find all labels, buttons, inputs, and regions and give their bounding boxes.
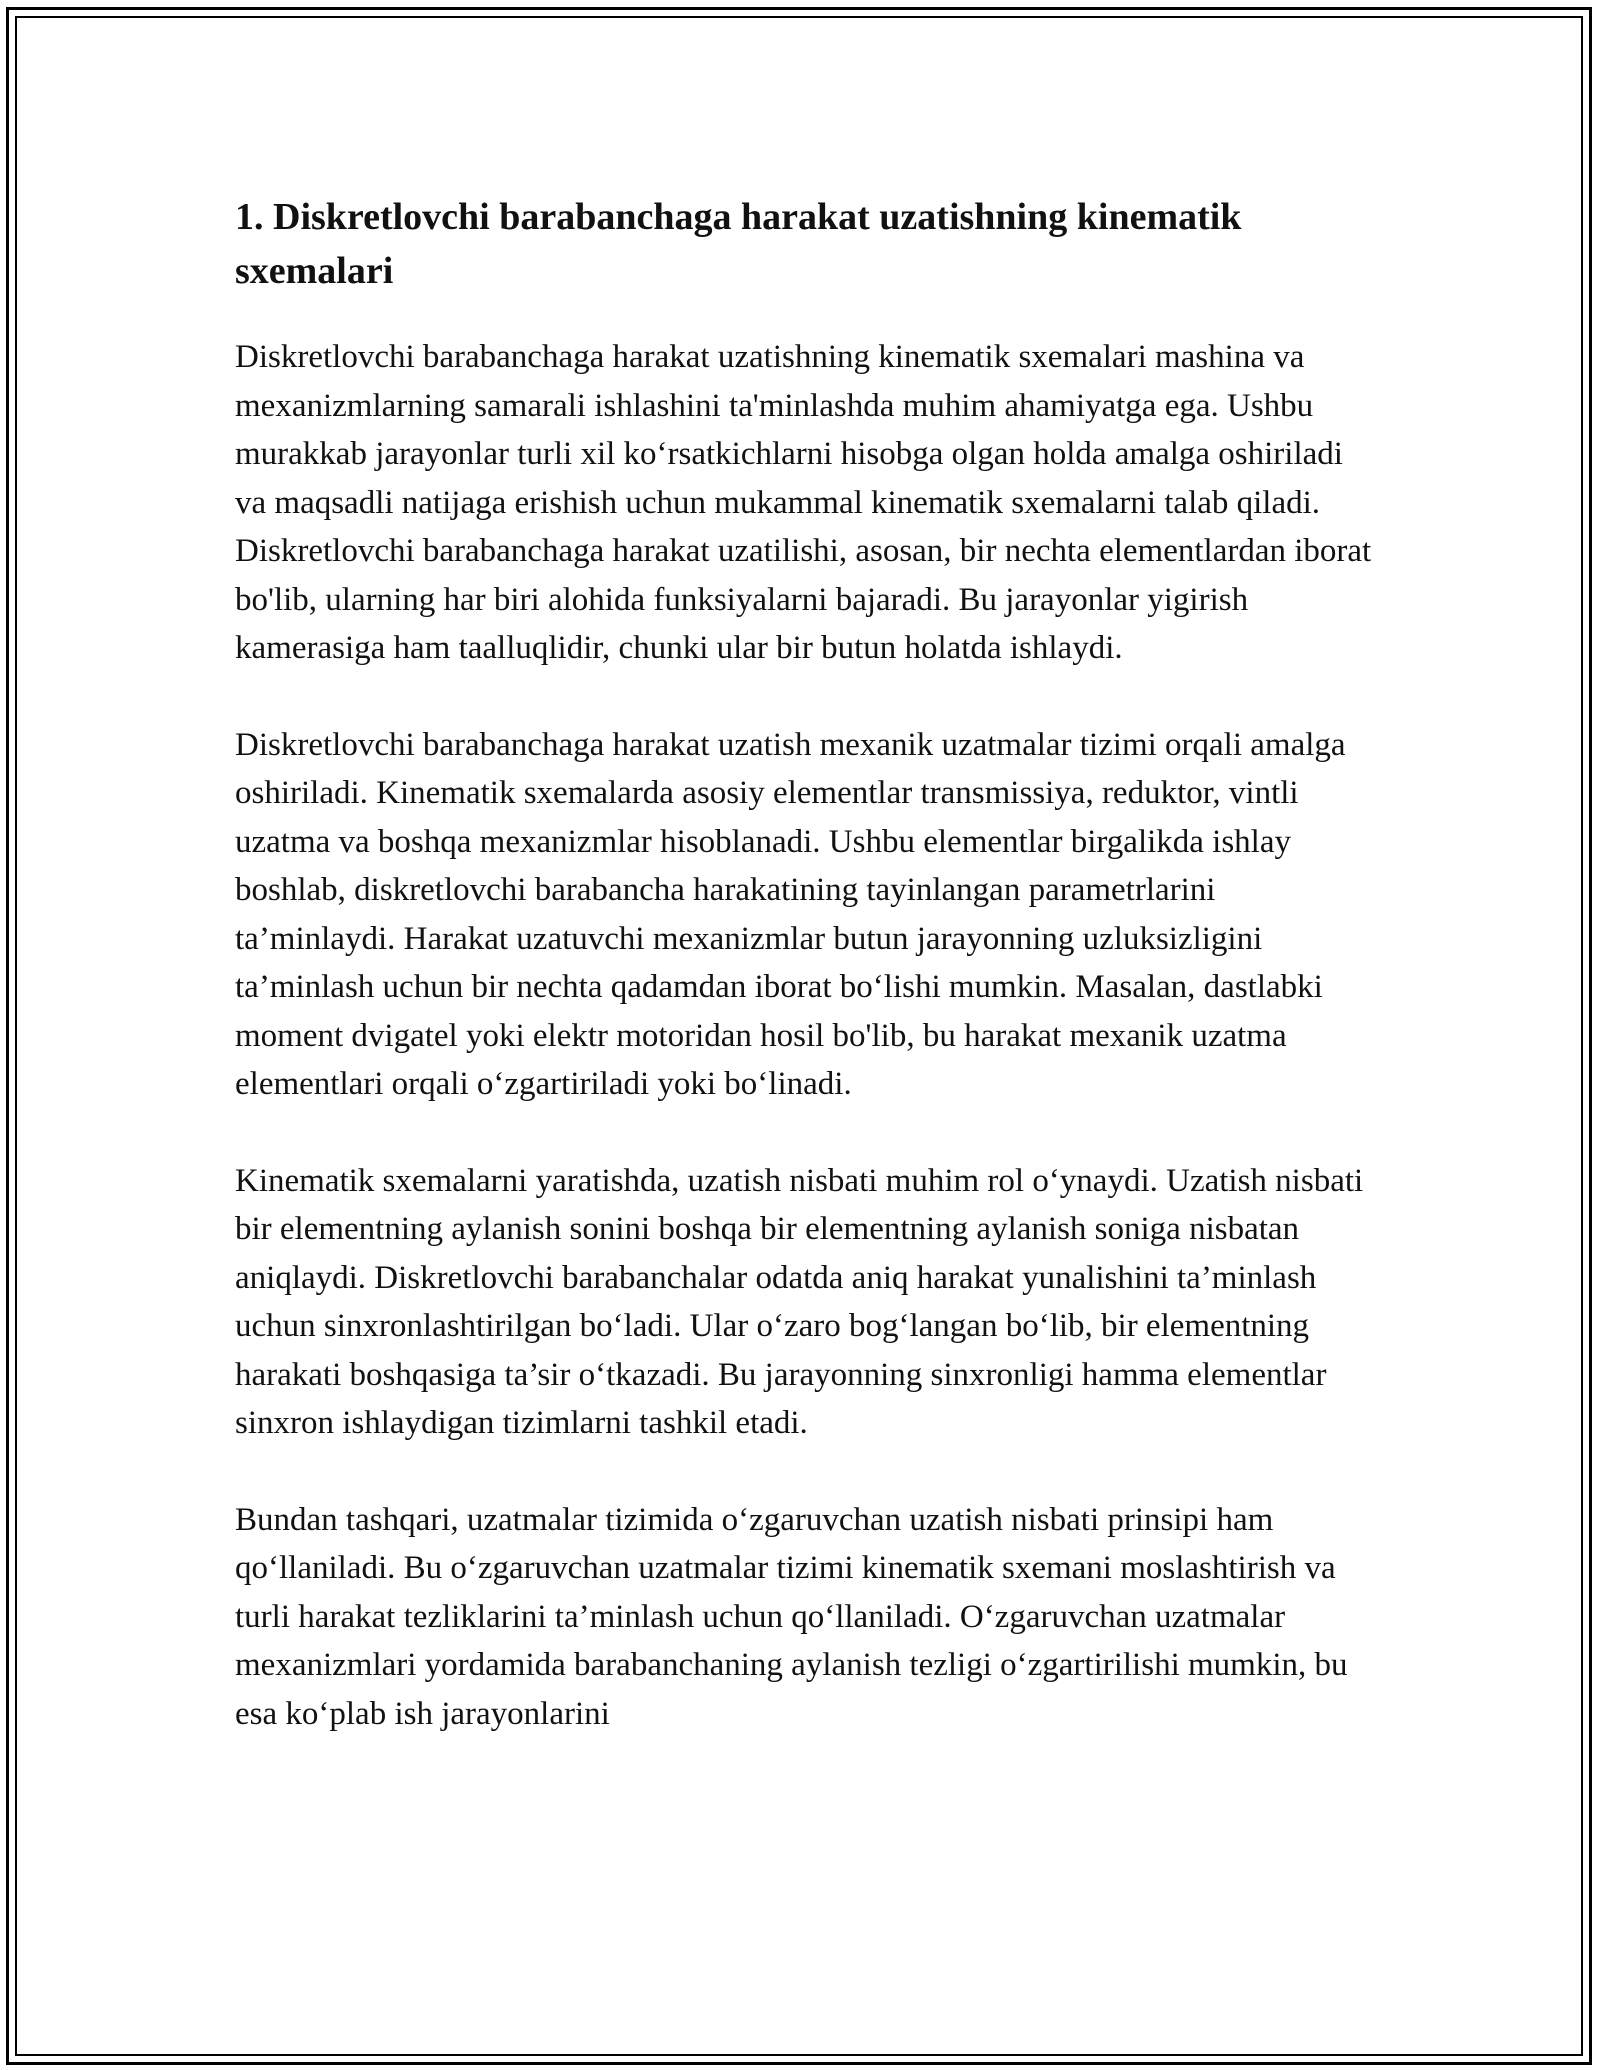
document-body xyxy=(235,190,1375,1738)
paragraph-2: Diskretlovchi barabanchaga harakat uzatish mexanik uzatmalar tizimi orqali amalga oshiriladi. Kinematik sxemalarda asosiy elementlar transmissiya, reduktor, vintli uzatma va boshqa mexanizmlar hisoblanadi. Ushbu elementlar birgalikda ishlay boshlab, diskretlovchi barabancha harakatining tayinlangan parametrlarini ta’minlaydi. Harakat uzatuvchi mexanizmlar butun jarayonning uzluksizligini ta’minlash uchun bir nechta qadamdan iborat bo‘lishi mumkin. Masalan, dastlabki moment dvigatel yoki elektr motoridan hosil bo'lib, bu harakat mexanik uzatma elementlari orqali o‘zgartiriladi yoki bo‘linadi. xyxy=(235,726,1346,1102)
paragraph-3: Kinematik sxemalarni yaratishda, uzatish nisbati muhim rol o‘ynaydi. Uzatish nisbati bir elementning aylanish sonini boshqa bir elementning aylanish soniga nisbatan aniqlaydi. Diskretlovchi barabanchalar odatda aniq harakat yunalishini ta’minlash uchun sinxronlashtirilgan bo‘ladi. Ular o‘zaro bog‘langan bo‘lib, bir elementning harakati boshqasiga ta’sir o‘tkazadi. Bu jarayonning sinxronligi hamma elementlar sinxron ishlaydigan tizimlarni tashkil etadi. xyxy=(235,1162,1364,1441)
section-heading: 1. Diskretlovchi barabanchaga harakat uzatishning kinematik sxemalari xyxy=(235,196,1242,292)
paragraph-4: Bundan tashqari, uzatmalar tizimida o‘zgaruvchan uzatish nisbati prinsipi ham qo‘llaniladi. Bu o‘zgaruvchan uzatmalar tizimi kinematik sxemani moslashtirish va turli harakat tezliklarini ta’minlash uchun qo‘llaniladi. O‘zgaruvchan uzatmalar mexanizmlari yordamida barabanchaning aylanish tezligi o‘zgartirilishi mumkin, bu esa ko‘plab ish jarayonlarini xyxy=(235,1501,1348,1732)
paragraph-1: Diskretlovchi barabanchaga harakat uzatishning kinematik sxemalari mashina va mexanizmlarning samarali ishlashini ta'minlashda muhim ahamiyatga ega. Ushbu murakkab jarayonlar turli xil ko‘rsatkichlarni hisobga olgan holda amalga oshiriladi va maqsadli natijaga erishish uchun mukammal kinematik sxemalarni talab qiladi. Diskretlovchi barabanchaga harakat uzatilishi, asosan, bir nechta elementlardan iborat bo'lib, ularning har biri alohida funksiyalarni bajaradi. Bu jarayonlar yigirish kamerasiga ham taalluqlidir, chunki ular bir butun holatda ishlaydi. xyxy=(235,339,1372,666)
